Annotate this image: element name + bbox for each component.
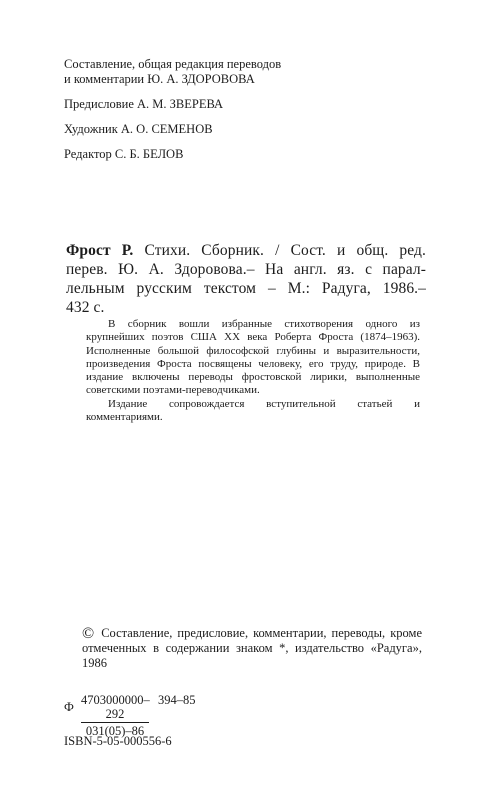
classification-letter: Ф bbox=[64, 700, 74, 714]
credits-line: Художник А. О. СЕМЕНОВ bbox=[64, 122, 213, 136]
catalog-title: Стихи. Сборник. / Сост. и общ. ред. bbox=[144, 242, 426, 259]
catalog-line-2: перев. Ю. А. Здоровова.– На англ. яз. с парал- bbox=[66, 261, 426, 278]
credits-line: Составление, общая редакция переводов bbox=[64, 57, 282, 71]
annotation bbox=[86, 318, 420, 424]
annotation-paragraph: Издание сопровождается вступительной статьей и комментариями. bbox=[86, 397, 420, 424]
classification-numerator: 4703000000–292 bbox=[81, 693, 150, 721]
isbn: ISBN-5-05-000556-6 bbox=[64, 734, 172, 748]
annotation-paragraph: В сборник вошли избранные стихотворения одного из крупнейших поэтов США XX века Роберта Фроста (1874–1963). Исполненные большой философской глубины и выразительности, произведения Фроста посвящены человеку, его труду, природе. В издание включены переводы фростовской лирики, выполненные советскими поэтами-переводчиками. bbox=[86, 318, 420, 397]
credits-line: Предисловие А. М. ЗВЕРЕВА bbox=[64, 97, 224, 111]
catalog-line-3: лельным русским текстом – М.: Радуга, 1986.– bbox=[66, 280, 426, 297]
catalog-entry bbox=[66, 241, 426, 317]
credits-line: Редактор С. Б. БЕЛОВ bbox=[64, 147, 184, 161]
credits-line: и комментарии Ю. А. ЗДОРОВОВА bbox=[64, 72, 255, 86]
credits-block bbox=[64, 57, 444, 162]
catalog-line-1 bbox=[66, 241, 426, 260]
catalog-author: Фрост Р. bbox=[66, 242, 134, 259]
classification-denominator: 031(05)–86 bbox=[85, 724, 145, 738]
classification-fraction bbox=[81, 693, 149, 738]
copyright-icon: © bbox=[82, 625, 95, 642]
classification-number: 394–85 bbox=[158, 693, 196, 707]
catalog-line-4: 432 с. bbox=[66, 299, 105, 316]
copyright-text: Составление, предисловие, комментарии, переводы, кроме отмеченных в содержании знаком *, издательство «Радуга», 1986 bbox=[82, 626, 423, 670]
copyright-notice bbox=[82, 626, 422, 671]
